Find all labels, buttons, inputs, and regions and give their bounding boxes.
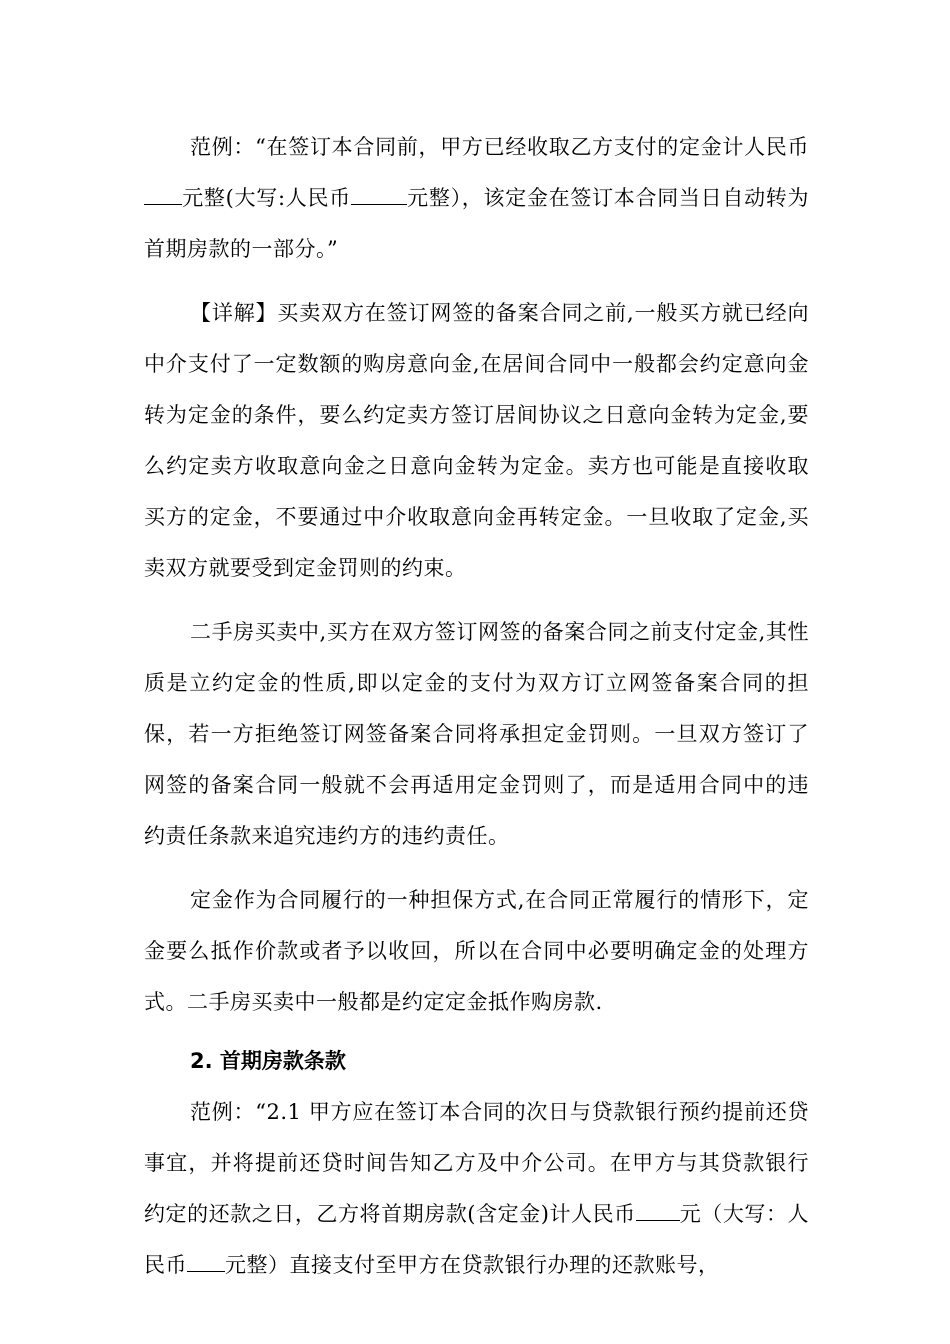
section-heading: 2. 首期房款条款 [190, 1049, 346, 1073]
blank-field [351, 186, 407, 205]
text: 元整(大写:人民币 [182, 186, 351, 210]
blank-field [187, 1253, 225, 1272]
text: 元整），该定金在签订本合同当日自动转为首期房款的一部分。” [144, 186, 809, 261]
text: 范例：“2.1 甲方应在签订本合同的次日与贷款银行预约提前还贷事宜，并将提前还贷时间告知乙方及中介公司。在甲方与其贷款银行约定的还款之日，乙方将首期房款(含定金)计人民币 [144, 1100, 809, 1226]
text: 范例：“在签订本合同前，甲方已经收取乙方支付的定金计人民币 [190, 135, 809, 159]
paragraph-deposit-nature: 二手房买卖中,买方在双方签订网签的备案合同之前支付定金,其性质是立约定金的性质,即以定金的支付为双方订立网签备案合同的担保，若一方拒绝签订网签备案合同将承担定金罚则。一旦双方签订了网签的备案合同一般就不会再适用定金罚则了，而是适用合同中的违约责任条款来追究违约方的违约责任。 [144, 620, 809, 848]
blank-field [636, 1202, 680, 1221]
blank-field [144, 186, 182, 205]
text: 元整）直接支付至甲方在贷款银行办理的还款账号， [225, 1253, 720, 1277]
text: 元（大写：人民币 [144, 1202, 809, 1277]
paragraph-deposit-handling: 定金作为合同履行的一种担保方式,在合同正常履行的情形下，定金要么抵作价款或者予以收回，所以在合同中必要明确定金的处理方式。二手房买卖中一般都是约定定金抵作购房款. [144, 888, 809, 1014]
paragraph-deposit-example [144, 122, 809, 275]
paragraph-down-payment-example [144, 1087, 809, 1291]
paragraph-explanation: 【详解】买卖双方在签订网签的备案合同之前,一般买方就已经向中介支付了一定数额的购房意向金,在居间合同中一般都会约定意向金转为定金的条件，要么约定卖方签订居间协议之日意向金转为定金,要么约定卖方收取意向金之日意向金转为定金。卖方也可能是直接收取买方的定金，不要通过中介收取意向金再转定金。一旦收取了定金,买卖双方就要受到定金罚则的约束。 [144, 301, 809, 580]
document-page [144, 122, 809, 1304]
